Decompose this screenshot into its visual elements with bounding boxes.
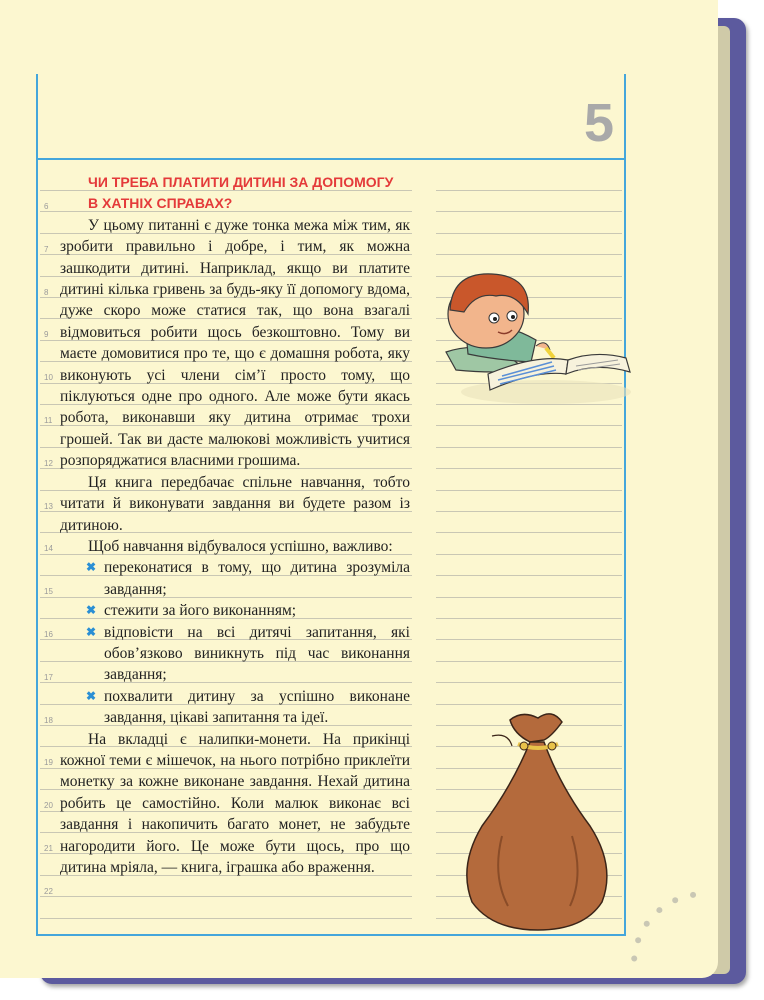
rule-line: [40, 918, 412, 919]
line-number: 16: [44, 630, 53, 639]
paragraph-3: Щоб навчання відбувалося успішно, важливо:: [88, 537, 393, 555]
rule-line: [436, 511, 622, 512]
list-item: ✖ переконатися в тому, що дитина зрозуміла завдання;: [86, 559, 410, 598]
decor-dot: [690, 892, 696, 898]
rule-line: [436, 639, 622, 640]
line-number: 7: [44, 244, 49, 254]
line-number: 11: [44, 416, 53, 425]
cross-bullet-icon: ✖: [86, 560, 97, 575]
money-bag-illustration: [452, 706, 622, 936]
decor-dot: [672, 897, 678, 903]
main-text: [60, 172, 410, 878]
rule-line: [436, 554, 622, 555]
rule-line: [436, 682, 622, 683]
decor-dot: [656, 907, 662, 913]
line-number: 10: [44, 373, 53, 383]
line-number: 13: [44, 501, 53, 511]
line-number: 21: [44, 844, 53, 853]
boy-reading-illustration: [436, 262, 636, 422]
heading-line-1: ЧИ ТРЕБА ПЛАТИТИ ДИТИНІ ЗА ДОПОМОГУ: [88, 174, 394, 190]
line-number: 12: [44, 458, 53, 468]
section-heading: [60, 172, 410, 215]
cross-bullet-icon: ✖: [86, 624, 97, 639]
cross-bullet-icon: ✖: [86, 688, 97, 703]
heading-line-2: В ХАТНІХ СПРАВАХ?: [88, 195, 233, 212]
rule-line: [436, 468, 622, 469]
rule-line: [436, 190, 622, 191]
rule-line: [436, 233, 622, 234]
line-number: 9: [44, 330, 49, 340]
rule-line: [436, 447, 622, 448]
line-number: 20: [44, 801, 53, 811]
list-item: ✖ відповісти на всі дитячі запитання, які обов’язково виникнуть під час виконання завдання;: [86, 623, 410, 684]
line-number: 14: [44, 544, 53, 554]
line-number: 15: [44, 587, 53, 597]
rule-line: [40, 896, 412, 897]
paragraph-1: У цьому питанні є дуже тонка межа між тим, як зробити правильно і добре, і тим, як можна зашкодити дитині. Наприклад, якщо ви платите дитині кілька гривень за будь-яку її допомогу вдома, дуже скоро може статися так, що вона взагалі відмовиться робити щось безкоштовно. Тому ви маєте домовитися про те, що є домашня робота, яку виконують усі члени сім’ї просто тому, що піклуються одне про одного. Але може бути якась робота, виконавши яку дитина отримає трохи грошей. Так ви дасте малюкові можливість учитися розпоряджатися власними грошима.: [60, 216, 410, 470]
decor-dot: [631, 956, 637, 962]
page-number: 5: [584, 93, 615, 153]
decor-dot: [635, 937, 641, 943]
line-number: 22: [44, 886, 53, 896]
rule-line: [436, 425, 622, 426]
rule-line: [436, 704, 622, 705]
line-number: 6: [44, 202, 49, 211]
rule-line: [436, 532, 622, 533]
rule-line: [436, 597, 622, 598]
paragraph-4: На вкладці є налипки-монети. На прикінці кожної теми є мішечок, на нього потрібно приклеїти монетку за кожне виконане завдання. Нехай дитина робить це самостійно. Коли малюк виконає всі завдання і накопичить багато монет, не забудьте нагородити його. Це може бути щось, про що дитина мріяла, — книга, іграшка або враження.: [60, 730, 410, 876]
rule-line: [436, 490, 622, 491]
line-number: 19: [44, 758, 53, 768]
dotted-arc-decoration: [620, 880, 710, 970]
rule-line: [436, 661, 622, 662]
bullet-list: [60, 557, 410, 728]
list-item: ✖ похвалити дитину за успішно виконане завдання, цікаві запитання та ідеї.: [86, 687, 410, 727]
rule-line: [436, 211, 622, 212]
cross-bullet-icon: ✖: [86, 603, 97, 618]
line-number: 8: [44, 287, 49, 297]
rule-line: [436, 254, 622, 255]
list-item: ✖ стежити за його виконанням;: [104, 600, 410, 621]
rule-line: [436, 618, 622, 619]
frame-header-line: [36, 158, 626, 160]
decor-dot: [644, 921, 650, 927]
rule-line: [436, 575, 622, 576]
line-number: 18: [44, 715, 53, 725]
paragraph-2: Ця книга передбачає спільне навчання, тобто читати й виконувати завдання ви будете разом із дитиною.: [60, 473, 410, 534]
line-number: 17: [44, 672, 53, 682]
